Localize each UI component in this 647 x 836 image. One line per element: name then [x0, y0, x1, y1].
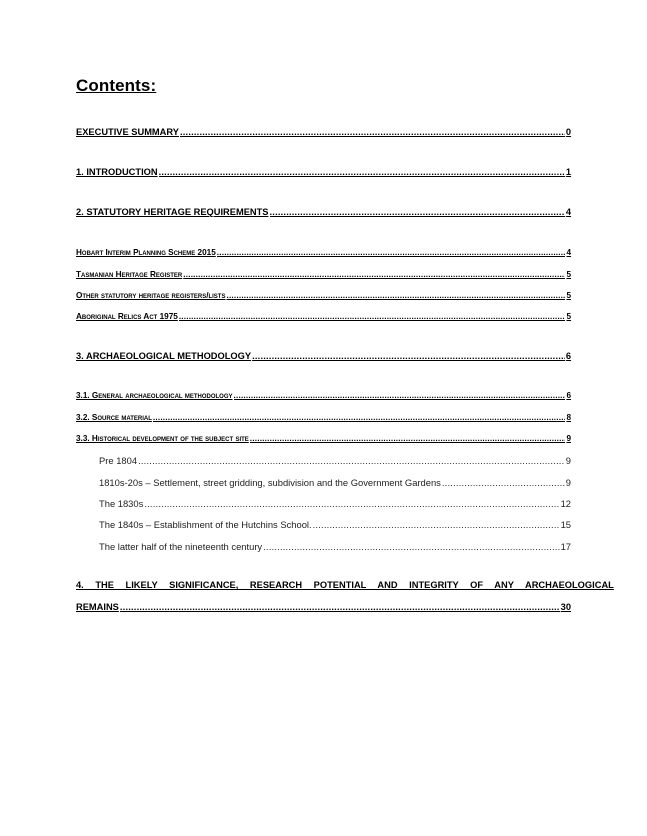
toc-leader-dots: [226, 291, 565, 300]
toc-entry-label: The latter half of the nineteenth century: [99, 541, 263, 552]
toc-leader-dots: [234, 391, 566, 400]
toc-entry-label: 1. INTRODUCTION: [76, 167, 158, 177]
toc-entry-label: Tasmanian Heritage Register: [76, 270, 183, 279]
toc-page-number: 9: [566, 434, 571, 443]
toc-entry-general-methodology[interactable]: [76, 391, 571, 400]
toc-entry-other-registers[interactable]: [76, 291, 571, 300]
toc-entry-label: 1810s-20s – Settlement, street gridding, subdivision and the Government Gardens: [99, 477, 441, 488]
toc-entry-aboriginal-relics-act[interactable]: [76, 312, 571, 321]
toc-entry-1830s[interactable]: [99, 498, 571, 509]
toc-entry-introduction[interactable]: [76, 167, 571, 177]
toc-page-number: 12: [560, 498, 571, 509]
toc-entry-tasmanian-heritage-register[interactable]: [76, 270, 571, 279]
toc-leader-dots: [144, 498, 559, 509]
toc-leader-dots: [180, 127, 565, 137]
toc-page-number: 9: [565, 477, 571, 488]
toc-page-number: 0: [565, 127, 571, 137]
toc-entry-archaeological-methodology[interactable]: [76, 351, 571, 361]
toc-leader-dots: [263, 541, 559, 552]
toc-leader-dots: [138, 455, 565, 466]
toc-page-number: 30: [560, 602, 571, 612]
toc-leader-dots: [250, 434, 566, 443]
toc-leader-dots: [179, 312, 566, 321]
toc-page-number: 5: [566, 270, 571, 279]
toc-entry-section-4-line1[interactable]: [76, 580, 614, 590]
toc-entry-label: The 1840s – Establishment of the Hutchins School.: [99, 519, 312, 530]
toc-leader-dots: [270, 207, 565, 217]
toc-leader-dots: [442, 477, 565, 488]
toc-entry-label: Aboriginal Relics Act 1975: [76, 312, 178, 321]
toc-leader-dots: [313, 519, 560, 530]
toc-page-number: 4: [566, 248, 571, 257]
toc-leader-dots: [120, 602, 560, 612]
toc-page-number: 15: [560, 519, 571, 530]
toc-entry-executive-summary[interactable]: [76, 127, 571, 137]
toc-entry-label: 4. THE LIKELY SIGNIFICANCE, RESEARCH POTENTIAL AND INTEGRITY OF ANY ARCHAEOLOGICAL: [76, 580, 614, 590]
toc-leader-dots: [252, 351, 565, 361]
toc-entry-pre-1804[interactable]: [99, 455, 571, 466]
page-title: Contents:: [76, 76, 157, 95]
toc-page-number: 6: [566, 391, 571, 400]
toc-entry-label: 2. STATUTORY HERITAGE REQUIREMENTS: [76, 207, 269, 217]
toc-entry-label: REMAINS: [76, 602, 119, 612]
toc-entry-1810s-20s[interactable]: [99, 477, 571, 488]
toc-entry-section-4-line2[interactable]: [76, 602, 571, 612]
toc-entry-label: Hobart Interim Planning Scheme 2015: [76, 248, 216, 257]
toc-entry-label: The 1830s: [99, 498, 144, 509]
toc-page-number: 5: [566, 312, 571, 321]
toc-page-number: 9: [565, 455, 571, 466]
toc-entry-label: Other statutory heritage registers/lists: [76, 291, 226, 300]
toc-entry-historical-development[interactable]: [76, 434, 571, 443]
toc-entry-label: 3.3. Historical development of the subject site: [76, 434, 249, 443]
toc-entry-statutory-heritage[interactable]: [76, 207, 571, 217]
toc-entry-label: 3. ARCHAEOLOGICAL METHODOLOGY: [76, 351, 252, 361]
toc-page-number: 17: [560, 541, 571, 552]
toc-entry-hobart-planning-scheme[interactable]: [76, 248, 571, 257]
toc-page-number: 6: [565, 351, 571, 361]
toc-entry-label: 3.2. Source material: [76, 413, 152, 422]
toc-leader-dots: [153, 413, 566, 422]
toc-leader-dots: [217, 248, 566, 257]
toc-page-number: 4: [565, 207, 571, 217]
toc-entry-label: Pre 1804: [99, 455, 138, 466]
toc-entry-1840s[interactable]: [99, 519, 571, 530]
toc-leader-dots: [183, 270, 565, 279]
toc-entry-source-material[interactable]: [76, 413, 571, 422]
toc-page-number: 1: [565, 167, 571, 177]
toc-entry-label: 3.1. General archaeological methodology: [76, 391, 233, 400]
toc-entry-latter-nineteenth-century[interactable]: [99, 541, 571, 552]
toc-page-number: 5: [566, 291, 571, 300]
toc-page-number: 8: [566, 413, 571, 422]
toc-leader-dots: [159, 167, 565, 177]
toc-entry-label: EXECUTIVE SUMMARY: [76, 127, 179, 137]
